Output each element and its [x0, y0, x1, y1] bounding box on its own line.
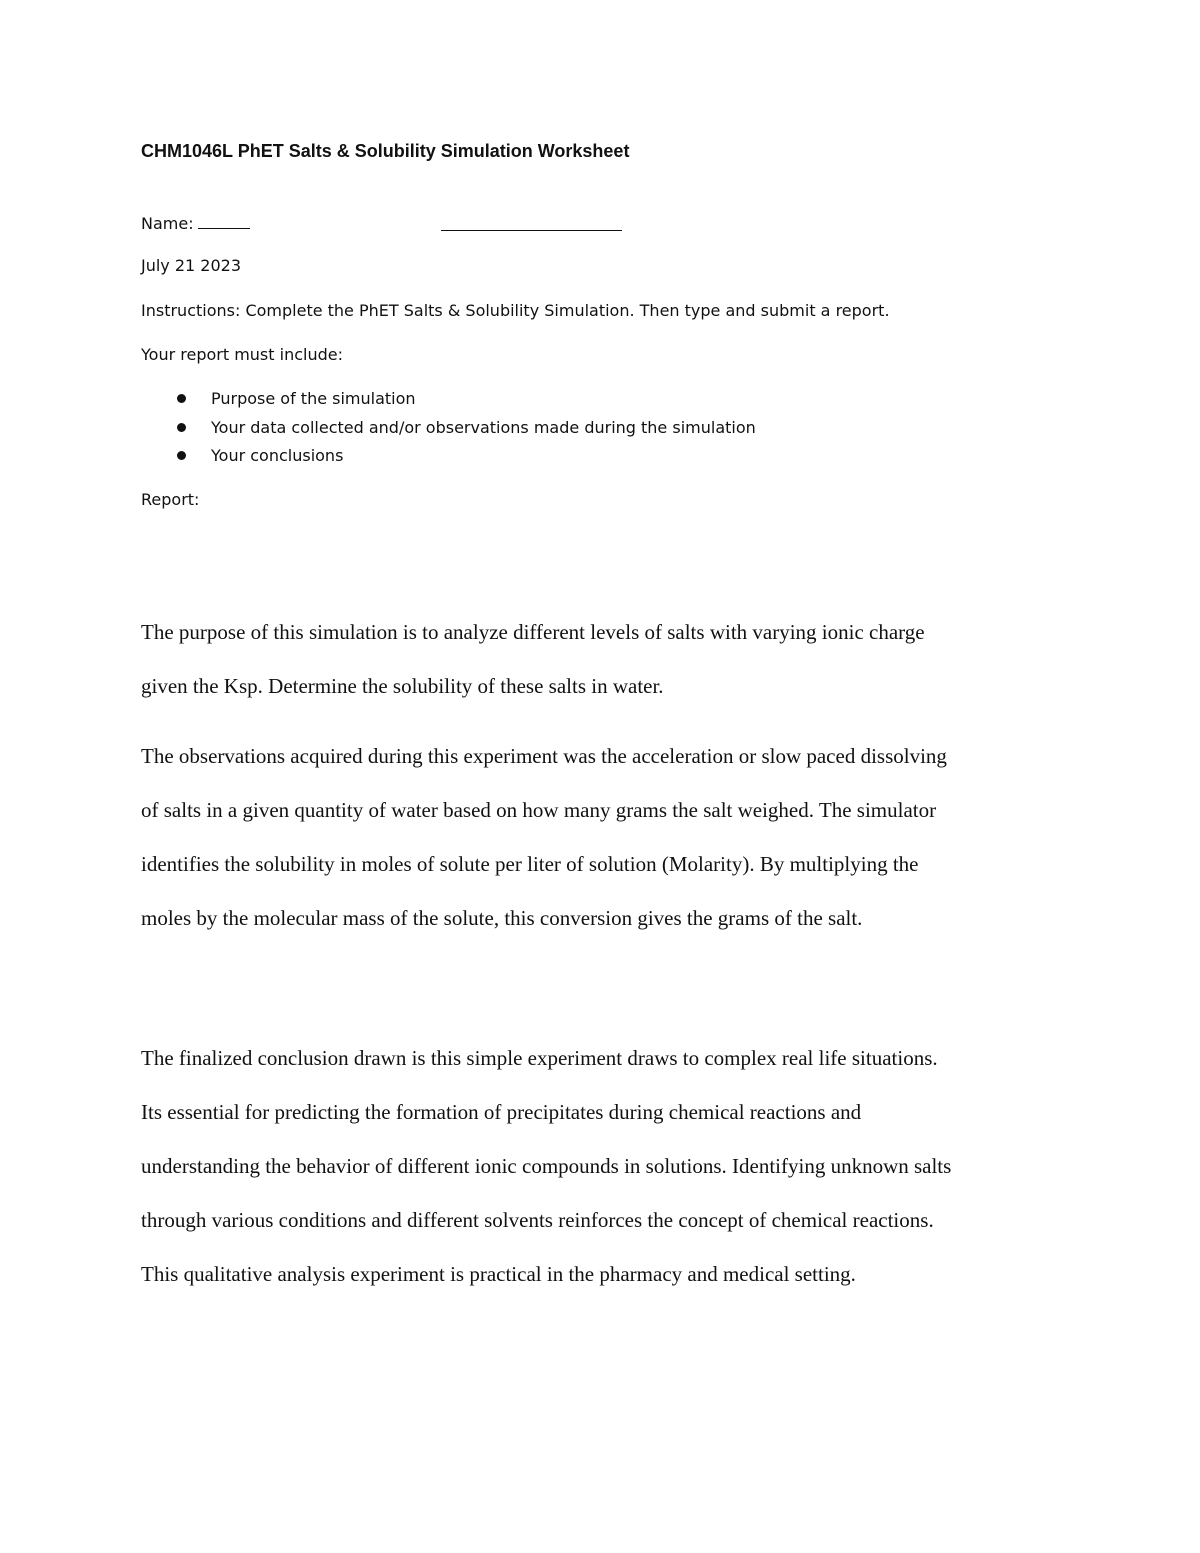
list-item	[176, 417, 756, 446]
paragraph-line: of salts in a given quantity of water based on how many grams the salt weighed. The simulator	[141, 798, 937, 822]
report-label: Report:	[141, 490, 200, 509]
paragraph-line: understanding the behavior of different ionic compounds in solutions. Identifying unknown salts	[141, 1154, 952, 1178]
paragraph-line: through various conditions and different solvents reinforces the concept of chemical reactions.	[141, 1208, 934, 1232]
name-blank-line	[198, 212, 250, 229]
paragraph-line: Its essential for predicting the formation of precipitates during chemical reactions and	[141, 1100, 862, 1124]
paragraph-line: The finalized conclusion drawn is this simple experiment draws to complex real life situations.	[141, 1046, 938, 1070]
date-text: July 21 2023	[141, 256, 242, 275]
observations-paragraph	[141, 729, 1066, 945]
paragraph-line: The purpose of this simulation is to analyze different levels of salts with varying ionic charge	[141, 620, 925, 644]
paragraph-line: moles by the molecular mass of the solute, this conversion gives the grams of the salt.	[141, 906, 863, 930]
name-field-row	[141, 212, 250, 233]
list-item-text: Your data collected and/or observations made during the simulation	[211, 417, 756, 437]
paragraph-line: This qualitative analysis experiment is practical in the pharmacy and medical setting.	[141, 1262, 856, 1286]
bullet-icon	[177, 423, 186, 432]
bullet-icon	[177, 451, 186, 460]
signature-blank-line	[441, 214, 622, 231]
list-item-text: Purpose of the simulation	[211, 389, 416, 408]
list-item	[176, 388, 756, 417]
paragraph-line: The observations acquired during this experiment was the acceleration or slow paced dissolving	[141, 744, 947, 768]
paragraph-line: identifies the solubility in moles of solute per liter of solution (Molarity). By multiplying the	[141, 852, 919, 876]
report-requirements-heading: Your report must include:	[141, 345, 343, 364]
conclusion-paragraph	[141, 1031, 1066, 1301]
requirements-list	[176, 388, 756, 474]
document-title: CHM1046L PhET Salts & Solubility Simulation Worksheet	[141, 141, 630, 161]
name-label: Name:	[141, 214, 194, 233]
list-item	[176, 445, 756, 474]
list-item-text: Your conclusions	[211, 446, 344, 465]
purpose-paragraph	[141, 605, 1066, 713]
paragraph-line: given the Ksp. Determine the solubility of these salts in water.	[141, 674, 664, 698]
instructions-text: Instructions: Complete the PhET Salts & Solubility Simulation. Then type and submit a report.	[141, 301, 890, 320]
bullet-icon	[177, 394, 186, 403]
